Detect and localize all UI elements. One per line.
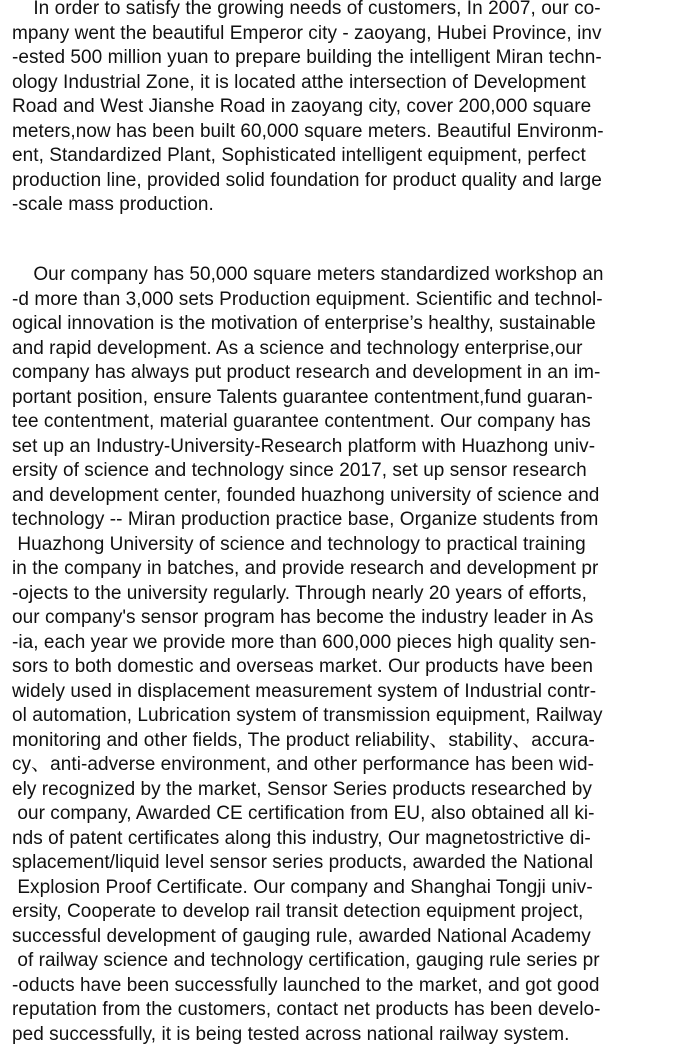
- text-line: monitoring and other fields, The product reliability、stability、accura-: [12, 729, 595, 751]
- text-line: production line, provided solid foundation for product quality and large: [12, 169, 602, 191]
- text-line: successful development of gauging rule, awarded National Academy: [12, 925, 591, 947]
- text-line: sors to both domestic and overseas market. Our products have been: [12, 656, 593, 677]
- text-line: -scale mass production.: [12, 194, 214, 215]
- text-line: our company's sensor program has become the industry leader in As: [12, 607, 594, 628]
- text-line: of railway science and technology certification, gauging rule series pr: [12, 950, 600, 971]
- text-line: cy、anti-adverse environment, and other performance has been wid-: [12, 754, 594, 775]
- text-line: mpany went the beautiful Emperor city - zaoyang, Hubei Province, inv: [12, 22, 602, 44]
- text-line: ersity, Cooperate to develop rail transit detection equipment project,: [12, 901, 584, 922]
- text-line: ol automation, Lubrication system of transmission equipment, Railway: [12, 705, 603, 726]
- text-line: splacement/liquid level sensor series products, awarded the National: [12, 852, 594, 873]
- text-line: Road and West Jianshe Road in zaoyang city, cover 200,000 square: [12, 96, 592, 117]
- text-line: -oducts have been successfully launched to the market, and got good: [12, 974, 600, 996]
- text-line: Huazhong University of science and technology to practical training: [12, 533, 586, 555]
- text-line: Our company has 50,000 square meters standardized workshop an: [12, 264, 604, 285]
- text-line: and rapid development. As a science and technology enterprise,our: [12, 337, 583, 359]
- text-line: set up an Industry-University-Research platform with Huazhong univ-: [12, 435, 596, 457]
- text-line: -ojects to the university regularly. Through nearly 20 years of efforts,: [12, 582, 587, 604]
- text-line: -d more than 3,000 sets Production equipment. Scientific and technol-: [12, 288, 603, 310]
- text-line: technology -- Miran production practice base, Organize students from: [12, 509, 599, 530]
- text-line: ely recognized by the market, Sensor Series products researched by: [12, 778, 592, 800]
- text-line: nds of patent certificates along this industry, Our magnetostrictive di-: [12, 827, 591, 849]
- text-line: portant position, ensure Talents guarantee contentment,fund guaran-: [12, 386, 593, 408]
- text-line: ogical innovation is the motivation of enterprise’s healthy, sustainable: [12, 313, 596, 334]
- text-line: meters,now has been built 60,000 square meters. Beautiful Environm-: [12, 120, 604, 142]
- text-line: ent, Standardized Plant, Sophisticated intelligent equipment, perfect: [12, 145, 586, 166]
- text-line: ped successfully, it is being tested across national railway system.: [12, 1023, 570, 1045]
- paragraph-research-development: [12, 263, 696, 1047]
- text-line: ology Industrial Zone, it is located atthe intersection of Development: [12, 71, 586, 93]
- text-line: company has always put product research and development in an im-: [12, 362, 601, 383]
- text-line: reputation from the customers, contact net products has been develo-: [12, 999, 601, 1020]
- text-line: In order to satisfy the growing needs of customers, In 2007, our co-: [12, 0, 601, 19]
- text-line: in the company in batches, and provide research and development pr: [12, 558, 599, 579]
- text-line: tee contentment, material guarantee contentment. Our company has: [12, 411, 591, 432]
- text-line: ersity of science and technology since 2017, set up sensor research: [12, 460, 587, 481]
- text-line: Explosion Proof Certificate. Our company and Shanghai Tongji univ-: [12, 876, 593, 898]
- text-line: -ia, each year we provide more than 600,000 pieces high quality sen-: [12, 631, 597, 653]
- paragraph-company-expansion: [12, 0, 696, 218]
- text-line: our company, Awarded CE certification from EU, also obtained all ki-: [12, 803, 595, 824]
- text-line: -ested 500 million yuan to prepare building the intelligent Miran techn-: [12, 47, 602, 68]
- text-line: and development center, founded huazhong university of science and: [12, 484, 600, 506]
- text-line: widely used in displacement measurement system of Industrial contr-: [12, 680, 597, 702]
